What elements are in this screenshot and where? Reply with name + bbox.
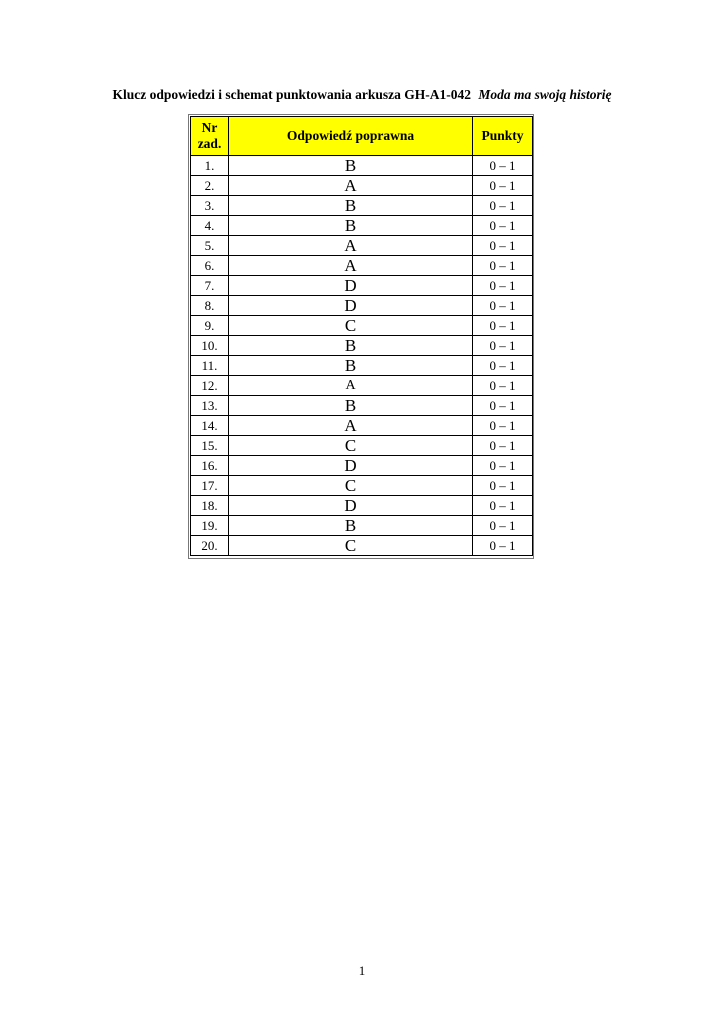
table-row [191,476,533,496]
correct-answer: B [229,156,473,176]
points: 0 – 1 [473,256,533,276]
correct-answer: A [229,376,473,396]
table-row [191,296,533,316]
table-body [191,156,533,556]
correct-answer: B [229,516,473,536]
document-title: Klucz odpowiedzi i schemat punktowania arkusza GH-A1-042 [112,87,471,102]
table-row [191,376,533,396]
task-number: 6. [191,256,229,276]
correct-answer: B [229,336,473,356]
task-number: 11. [191,356,229,376]
table-row [191,396,533,416]
document-subtitle: Moda ma swoją historię [478,87,612,102]
task-number: 3. [191,196,229,216]
table-header-row [191,117,533,156]
correct-answer: A [229,176,473,196]
correct-answer: B [229,396,473,416]
table-row [191,456,533,476]
correct-answer: A [229,256,473,276]
correct-answer: D [229,456,473,476]
task-number: 16. [191,456,229,476]
table-row [191,256,533,276]
points: 0 – 1 [473,376,533,396]
points: 0 – 1 [473,536,533,556]
points: 0 – 1 [473,276,533,296]
header-nr-line2: zad. [197,136,222,151]
table-row [191,216,533,236]
points: 0 – 1 [473,396,533,416]
task-number: 10. [191,336,229,356]
task-number: 8. [191,296,229,316]
task-number: 7. [191,276,229,296]
correct-answer: B [229,196,473,216]
task-number: 5. [191,236,229,256]
correct-answer: C [229,316,473,336]
table-row [191,176,533,196]
header-points: Punkty [473,117,533,156]
correct-answer: A [229,236,473,256]
correct-answer: D [229,296,473,316]
correct-answer: D [229,496,473,516]
points: 0 – 1 [473,156,533,176]
header-answer: Odpowiedź poprawna [229,117,473,156]
points: 0 – 1 [473,336,533,356]
points: 0 – 1 [473,296,533,316]
header-nr-line1: Nr [201,120,218,135]
points: 0 – 1 [473,496,533,516]
points: 0 – 1 [473,436,533,456]
page-title [0,87,724,103]
table-row [191,236,533,256]
points: 0 – 1 [473,196,533,216]
table-row [191,496,533,516]
points: 0 – 1 [473,216,533,236]
correct-answer: C [229,476,473,496]
task-number: 14. [191,416,229,436]
correct-answer: B [229,356,473,376]
table-row [191,276,533,296]
points: 0 – 1 [473,476,533,496]
table-row [191,156,533,176]
task-number: 1. [191,156,229,176]
points: 0 – 1 [473,316,533,336]
table-row [191,316,533,336]
correct-answer: B [229,216,473,236]
points: 0 – 1 [473,416,533,436]
correct-answer: C [229,436,473,456]
task-number: 2. [191,176,229,196]
correct-answer: A [229,416,473,436]
task-number: 17. [191,476,229,496]
task-number: 13. [191,396,229,416]
table-row [191,516,533,536]
points: 0 – 1 [473,516,533,536]
page-number: 1 [358,963,366,978]
points: 0 – 1 [473,456,533,476]
table-row [191,416,533,436]
task-number: 4. [191,216,229,236]
correct-answer: C [229,536,473,556]
table-row [191,196,533,216]
points: 0 – 1 [473,176,533,196]
table-row [191,436,533,456]
task-number: 15. [191,436,229,456]
points: 0 – 1 [473,356,533,376]
table-row [191,336,533,356]
task-number: 9. [191,316,229,336]
points: 0 – 1 [473,236,533,256]
table-row [191,536,533,556]
task-number: 19. [191,516,229,536]
header-nr [191,117,229,156]
correct-answer: D [229,276,473,296]
task-number: 12. [191,376,229,396]
table-row [191,356,533,376]
answer-key-table [190,116,533,556]
task-number: 20. [191,536,229,556]
task-number: 18. [191,496,229,516]
